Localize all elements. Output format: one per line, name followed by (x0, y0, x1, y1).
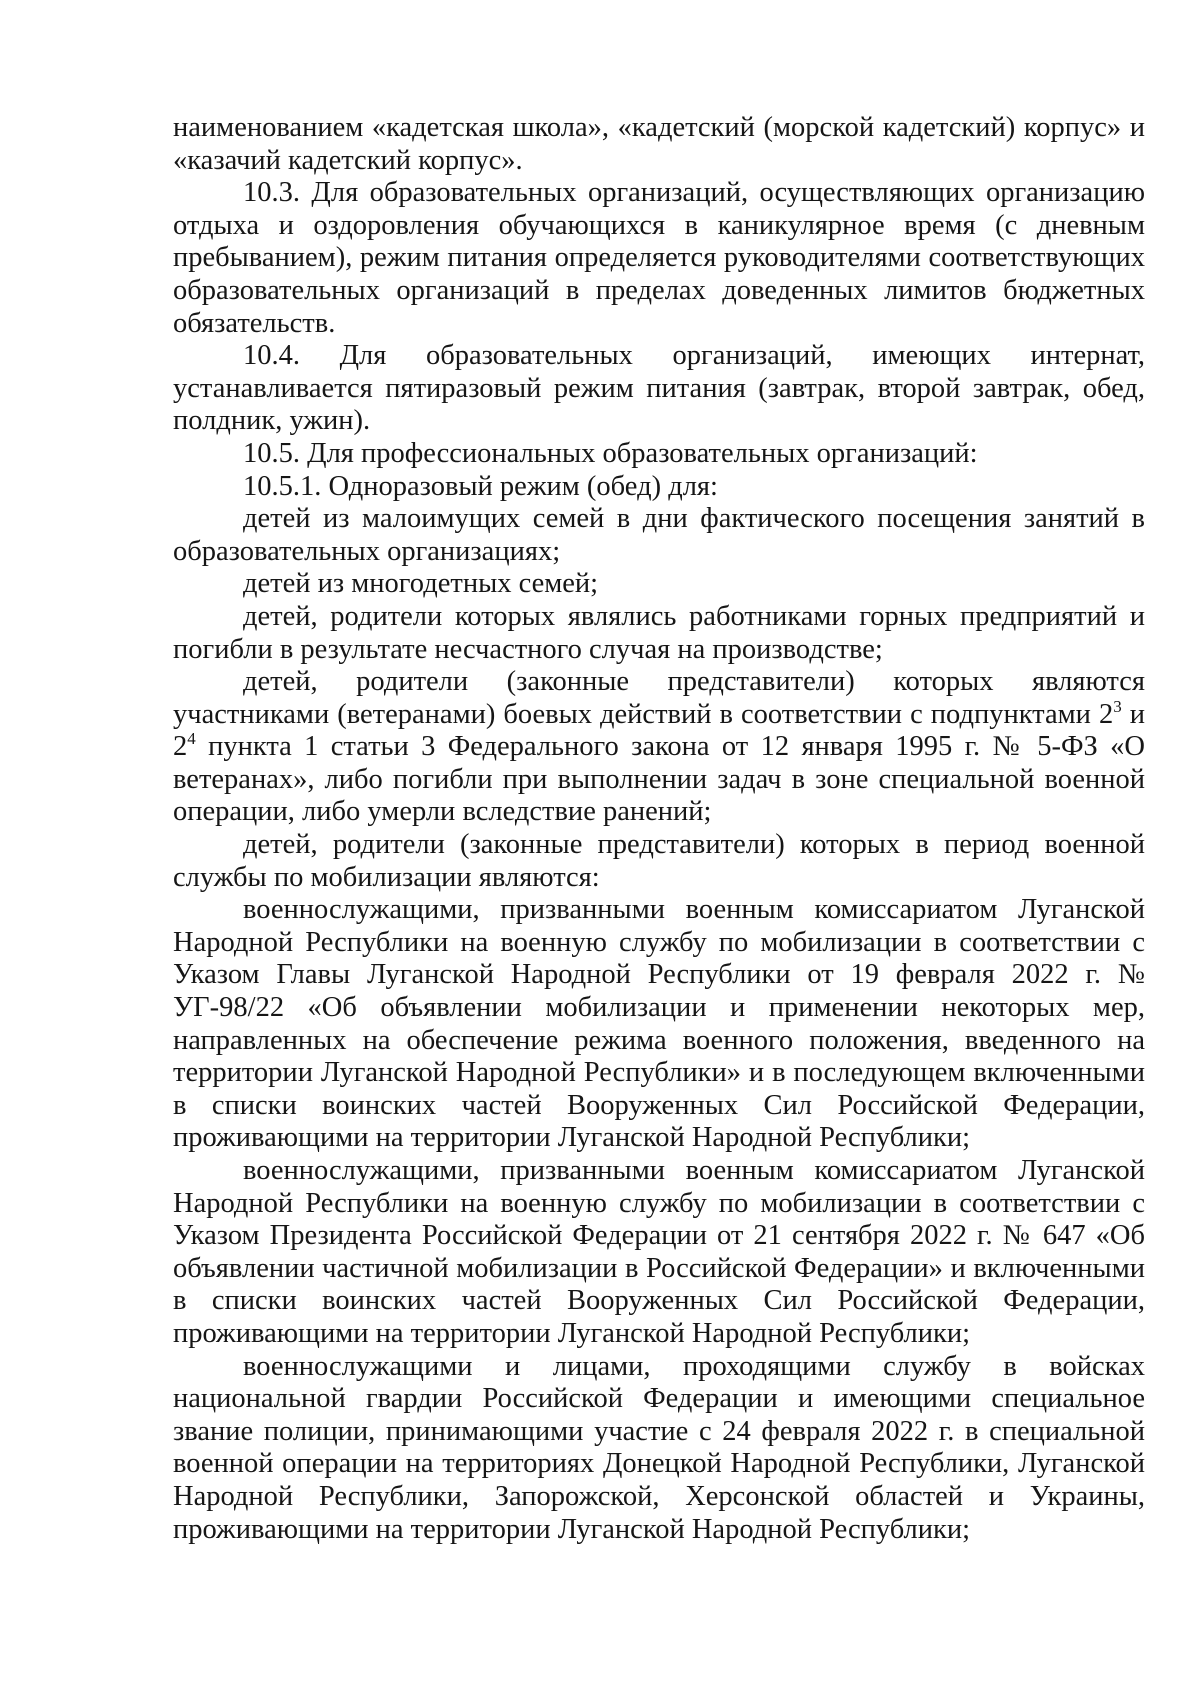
list-item-mobilized-lnr: военнослужащими, призванными военным комиссариатом Луганской Народной Республики на военную службу по мобилизации в соответствии с Указом Главы Луганской Народной Республики от 19 февраля 2022 г. № УГ-98/22 «Об объявлении мобилизации и применении некоторых мер, направленных на обеспечение режима военного положения, введенного на территории Луганской Народной Республики» и в последующем включенными в списки воинских частей Вооруженных Сил Российской Федерации, проживающими на территории Луганской Народной Республики; (173, 894, 1145, 1154)
paragraph-continuation: наименованием «кадетская школа», «кадетский (морской кадетский) корпус» и «казачий кадетский корпус». (173, 112, 1145, 176)
list-item-miners: детей, родители которых являлись работниками горных предприятий и погибли в результате несчастного случая на производстве; (173, 600, 1145, 665)
veterans-text-after: пункта 1 статьи 3 Федерального закона от 12 января 1995 г. № 5-ФЗ «О ветеранах», либо погибли при выполнении задач в зоне специальной военной операции, либо умерли вследствие ранений; (173, 731, 1145, 828)
paragraph-10-5: 10.5. Для профессиональных образовательных организаций: (243, 437, 978, 469)
list-item-veterans (173, 666, 1145, 829)
veterans-text-before: детей, родители (законные представители) которых являются участниками (ветеранами) боевых действий в соответствии с подпунктами 2 (173, 666, 1145, 730)
list-item-low-income: детей из малоимущих семей в дни фактического посещения занятий в образовательных организациях; (173, 503, 1145, 567)
superscript-3: 3 (1113, 696, 1122, 716)
list-item-national-guard: военнослужащими и лицами, проходящими службу в войсках национальной гвардии Российской Федерации и имеющими специальное звание полиции, принимающими участие с 24 февраля 2022 г. в специальной военной операции на территориях Донецкой Народной Республики, Луганской Народной Республики, Запорожской, Херсонской областей и Украины, проживающими на территории Луганской Народной Республики; (173, 1350, 1145, 1545)
paragraph-10-4: 10.4. Для образовательных организаций, имеющих интернат, устанавливается пятиразовый режим питания (завтрак, второй завтрак, обед, полдник, ужин). (173, 340, 1145, 437)
superscript-4: 4 (187, 729, 196, 749)
list-item-mobilized-rf: военнослужащими, призванными военным комиссариатом Луганской Народной Республики на военную службу по мобилизации в соответствии с Указом Президента Российской Федерации от 21 сентября 2022 г. № 647 «Об объявлении частичной мобилизации в Российской Федерации» и включенными в списки воинских частей Вооруженных Сил Российской Федерации, проживающими на территории Луганской Народной Республики; (173, 1155, 1145, 1349)
list-item-large-families: детей из многодетных семей; (243, 568, 599, 600)
list-item-mobilized-intro: детей, родители (законные представители) которых в период военной службы по мобилизации являются: (173, 829, 1145, 893)
veterans-text-middle: и 2 (173, 698, 1145, 763)
paragraph-10-3: 10.3. Для образовательных организаций, осуществляющих организацию отдыха и оздоровления обучающихся в каникулярное время (с дневным пребыванием), режим питания определяется руководителями соответствующих образовательных организаций в пределах доведенных лимитов бюджетных обязательств. (173, 177, 1145, 339)
paragraph-10-5-1: 10.5.1. Одноразовый режим (обед) для: (243, 470, 718, 502)
document-page (173, 112, 1145, 1546)
